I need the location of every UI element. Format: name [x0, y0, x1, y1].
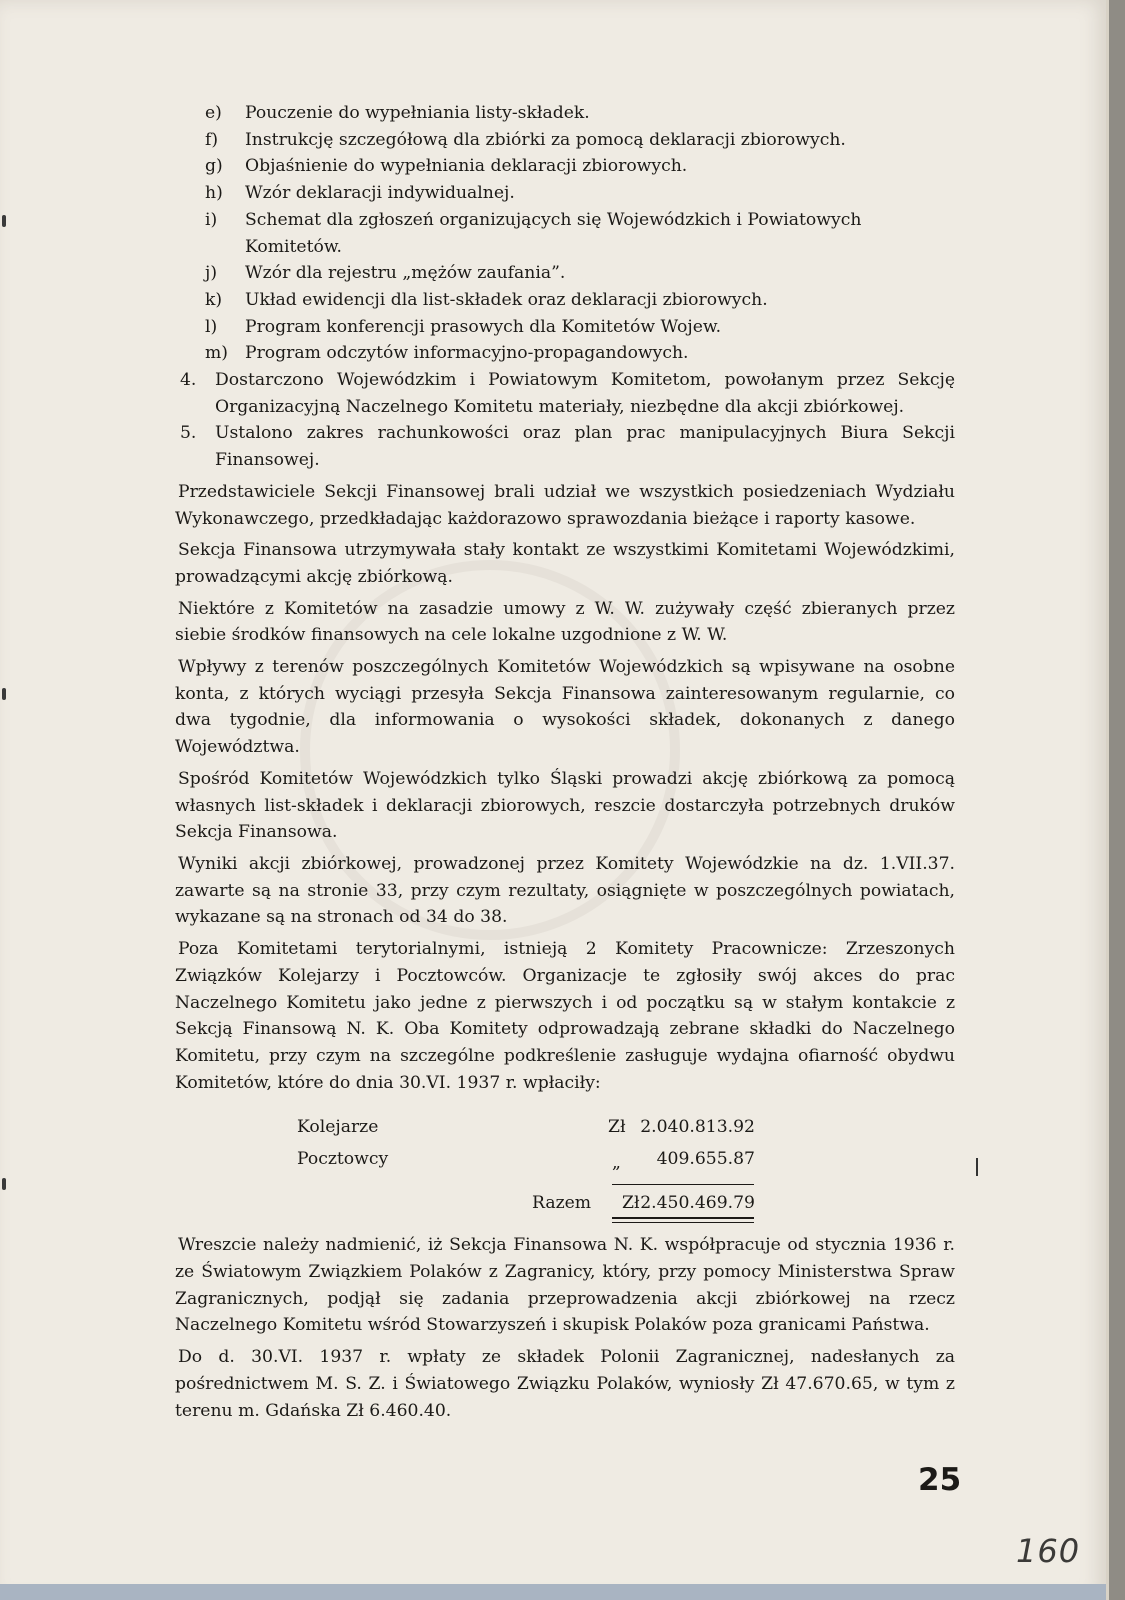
paragraph: Wyniki akcji zbiórkowej, prowadzonej przez Komitety Wojewódzkie na dz. 1.VII.37. zawarte są na stronie 33, przy czym rezultaty, osiągnięte w poszczególnych powiatach, wykazane są na stronach od 34 do 38.: [175, 853, 955, 928]
item-number: 4.: [180, 370, 197, 391]
archive-number: 160: [1016, 1532, 1081, 1570]
list-item: [175, 180, 955, 207]
row-name: Kolejarze: [297, 1117, 379, 1138]
list-text: Schemat dla zgłoszeń organizujących się Wojewódzkich i Powiatowych Komitetów.: [245, 209, 862, 257]
list-text: Objaśnienie do wypełniania deklaracji zbiorowych.: [245, 156, 688, 177]
paragraph: Wpływy z terenów poszczególnych Komitetów Wojewódzkich są wpisywane na osobne konta, z których wyciągi przesyła Sekcja Finansowa zainteresowanym regularnie, co dwa tygodnie, dla informowania o wysokości składek, dokonanych z danego Województwa.: [175, 657, 955, 758]
list-label: k): [205, 289, 223, 310]
list-label: f): [205, 129, 219, 150]
list-item: [175, 287, 955, 314]
list-text: Pouczenie do wypełniania listy-składek.: [245, 103, 590, 123]
list-item: [175, 100, 955, 127]
list-item: [175, 153, 955, 180]
binding-mark: [2, 215, 6, 227]
body-text: [175, 100, 955, 1424]
list-text: Program konferencji prasowych dla Komitetów Wojew.: [245, 316, 722, 337]
paragraph: Sekcja Finansowa utrzymywała stały kontakt ze wszystkimi Komitetami Wojewódzkimi, prowadzącymi akcję zbiórkową.: [175, 540, 955, 587]
paragraph: Niektóre z Komitetów na zasadzie umowy z W. W. zużywały część zbieranych przez siebie środków finansowych na cele lokalne uzgodnione z W. W.: [175, 598, 955, 646]
page-number: 25: [918, 1462, 962, 1498]
list-item: [175, 260, 955, 287]
item-text: Dostarczono Wojewódzkim i Powiatowym Komitetom, powołanym przez Sekcję Organizacyjną Naczelnego Komitetu materiały, niezbędne dla akcji zbiórkowej.: [215, 370, 955, 417]
scan-background-strip: [0, 1584, 1106, 1600]
sum-currency: Zł: [622, 1193, 640, 1214]
list-item: [175, 127, 955, 154]
binding-mark: [2, 1178, 6, 1190]
numbered-item: [175, 367, 955, 420]
paragraph: Spośród Komitetów Wojewódzkich tylko Śląski prowadzi akcję zbiórkową za pomocą własnych list-składek i deklaracji zbiorowych, reszcie dostarczyła potrzebnych druków Sekcja Finansowa.: [175, 768, 955, 843]
item-number: 5.: [180, 423, 197, 444]
list-text: Wzór deklaracji indywidualnej.: [245, 183, 515, 204]
row-amount: 409.655.87: [656, 1149, 755, 1170]
list-text: Program odczytów informacyjno-propagandowych.: [245, 343, 689, 364]
list-label: i): [205, 209, 218, 230]
binding-mark: [2, 688, 6, 700]
row-amount: 2.040.813.92: [640, 1117, 755, 1138]
row-currency: Zł: [608, 1117, 626, 1138]
paragraph: Poza Komitetami terytorialnymi, istnieją 2 Komitety Pracownicze: Zrzeszonych Związków Kolejarzy i Pocztowców. Organizacje te zgłosiły swój akces do prac Naczelnego Komitetu jako jedne z pierwszych i od początku są w stałym kontakcie z Sekcją Finansową N. K. Oba Komitety odprowadzają zebrane składki do Naczelnego Komitetu, przy czym na szczególne podkreślenie zasługuje wydajna ofiarność obydwu Komitetów, które do dnia 30.VI. 1937 r. wpłaciły:: [175, 939, 955, 1093]
list-label: l): [205, 316, 218, 337]
item-text: Ustalono zakres rachunkowości oraz plan prac manipulacyjnych Biura Sekcji Finansowej.: [215, 423, 955, 471]
paragraph: Wreszcie należy nadmienić, iż Sekcja Finansowa N. K. współpracuje od stycznia 1936 r. ze Światowym Związkiem Polaków z Zagranicy, który, przy pomocy Ministerstwa Spraw Zagranicznych, podjął się zadania przeprowadzenia akcji zbiórkowej na rzecz Naczelnego Komitetu wśród Stowarzyszeń i skupisk Polaków poza granicami Państwa.: [175, 1235, 955, 1336]
row-name: Pocztowcy: [297, 1149, 389, 1170]
list-label: j): [205, 263, 218, 284]
list-label: h): [205, 183, 223, 204]
paragraph: Przedstawiciele Sekcji Finansowej brali udział we wszystkich posiedzeniach Wydziału Wykonawczego, przedkładając każdorazowo sprawozdania bieżące i raporty kasowe.: [175, 481, 955, 529]
list-text: Instrukcję szczegółową dla zbiórki za pomocą deklaracji zbiorowych.: [245, 129, 846, 150]
list-text: Wzór dla rejestru „mężów zaufania”.: [245, 263, 566, 284]
list-item: [175, 207, 955, 260]
sum-label: Razem: [532, 1193, 592, 1214]
margin-mark: [976, 1158, 978, 1176]
paragraph: Do d. 30.VI. 1937 r. wpłaty ze składek Polonii Zagranicznej, nadesłanych za pośrednictwem M. S. Z. i Światowego Związku Polaków, wyniosły Zł 47.670.65, w tym z terenu m. Gdańska Zł 6.460.40.: [175, 1347, 955, 1421]
total-double-rule: [612, 1217, 754, 1223]
row-currency: „: [612, 1153, 621, 1174]
list-label: m): [205, 343, 229, 364]
list-item: [175, 340, 955, 367]
list-label: e): [205, 103, 222, 123]
sum-rule: [612, 1184, 754, 1185]
list-item: [175, 314, 955, 341]
totals-table: [175, 1106, 955, 1226]
list-label: g): [205, 156, 223, 177]
sum-amount: 2.450.469.79: [640, 1193, 755, 1214]
list-text: Układ ewidencji dla list-składek oraz deklaracji zbiorowych.: [245, 289, 768, 310]
numbered-item: [175, 420, 955, 473]
